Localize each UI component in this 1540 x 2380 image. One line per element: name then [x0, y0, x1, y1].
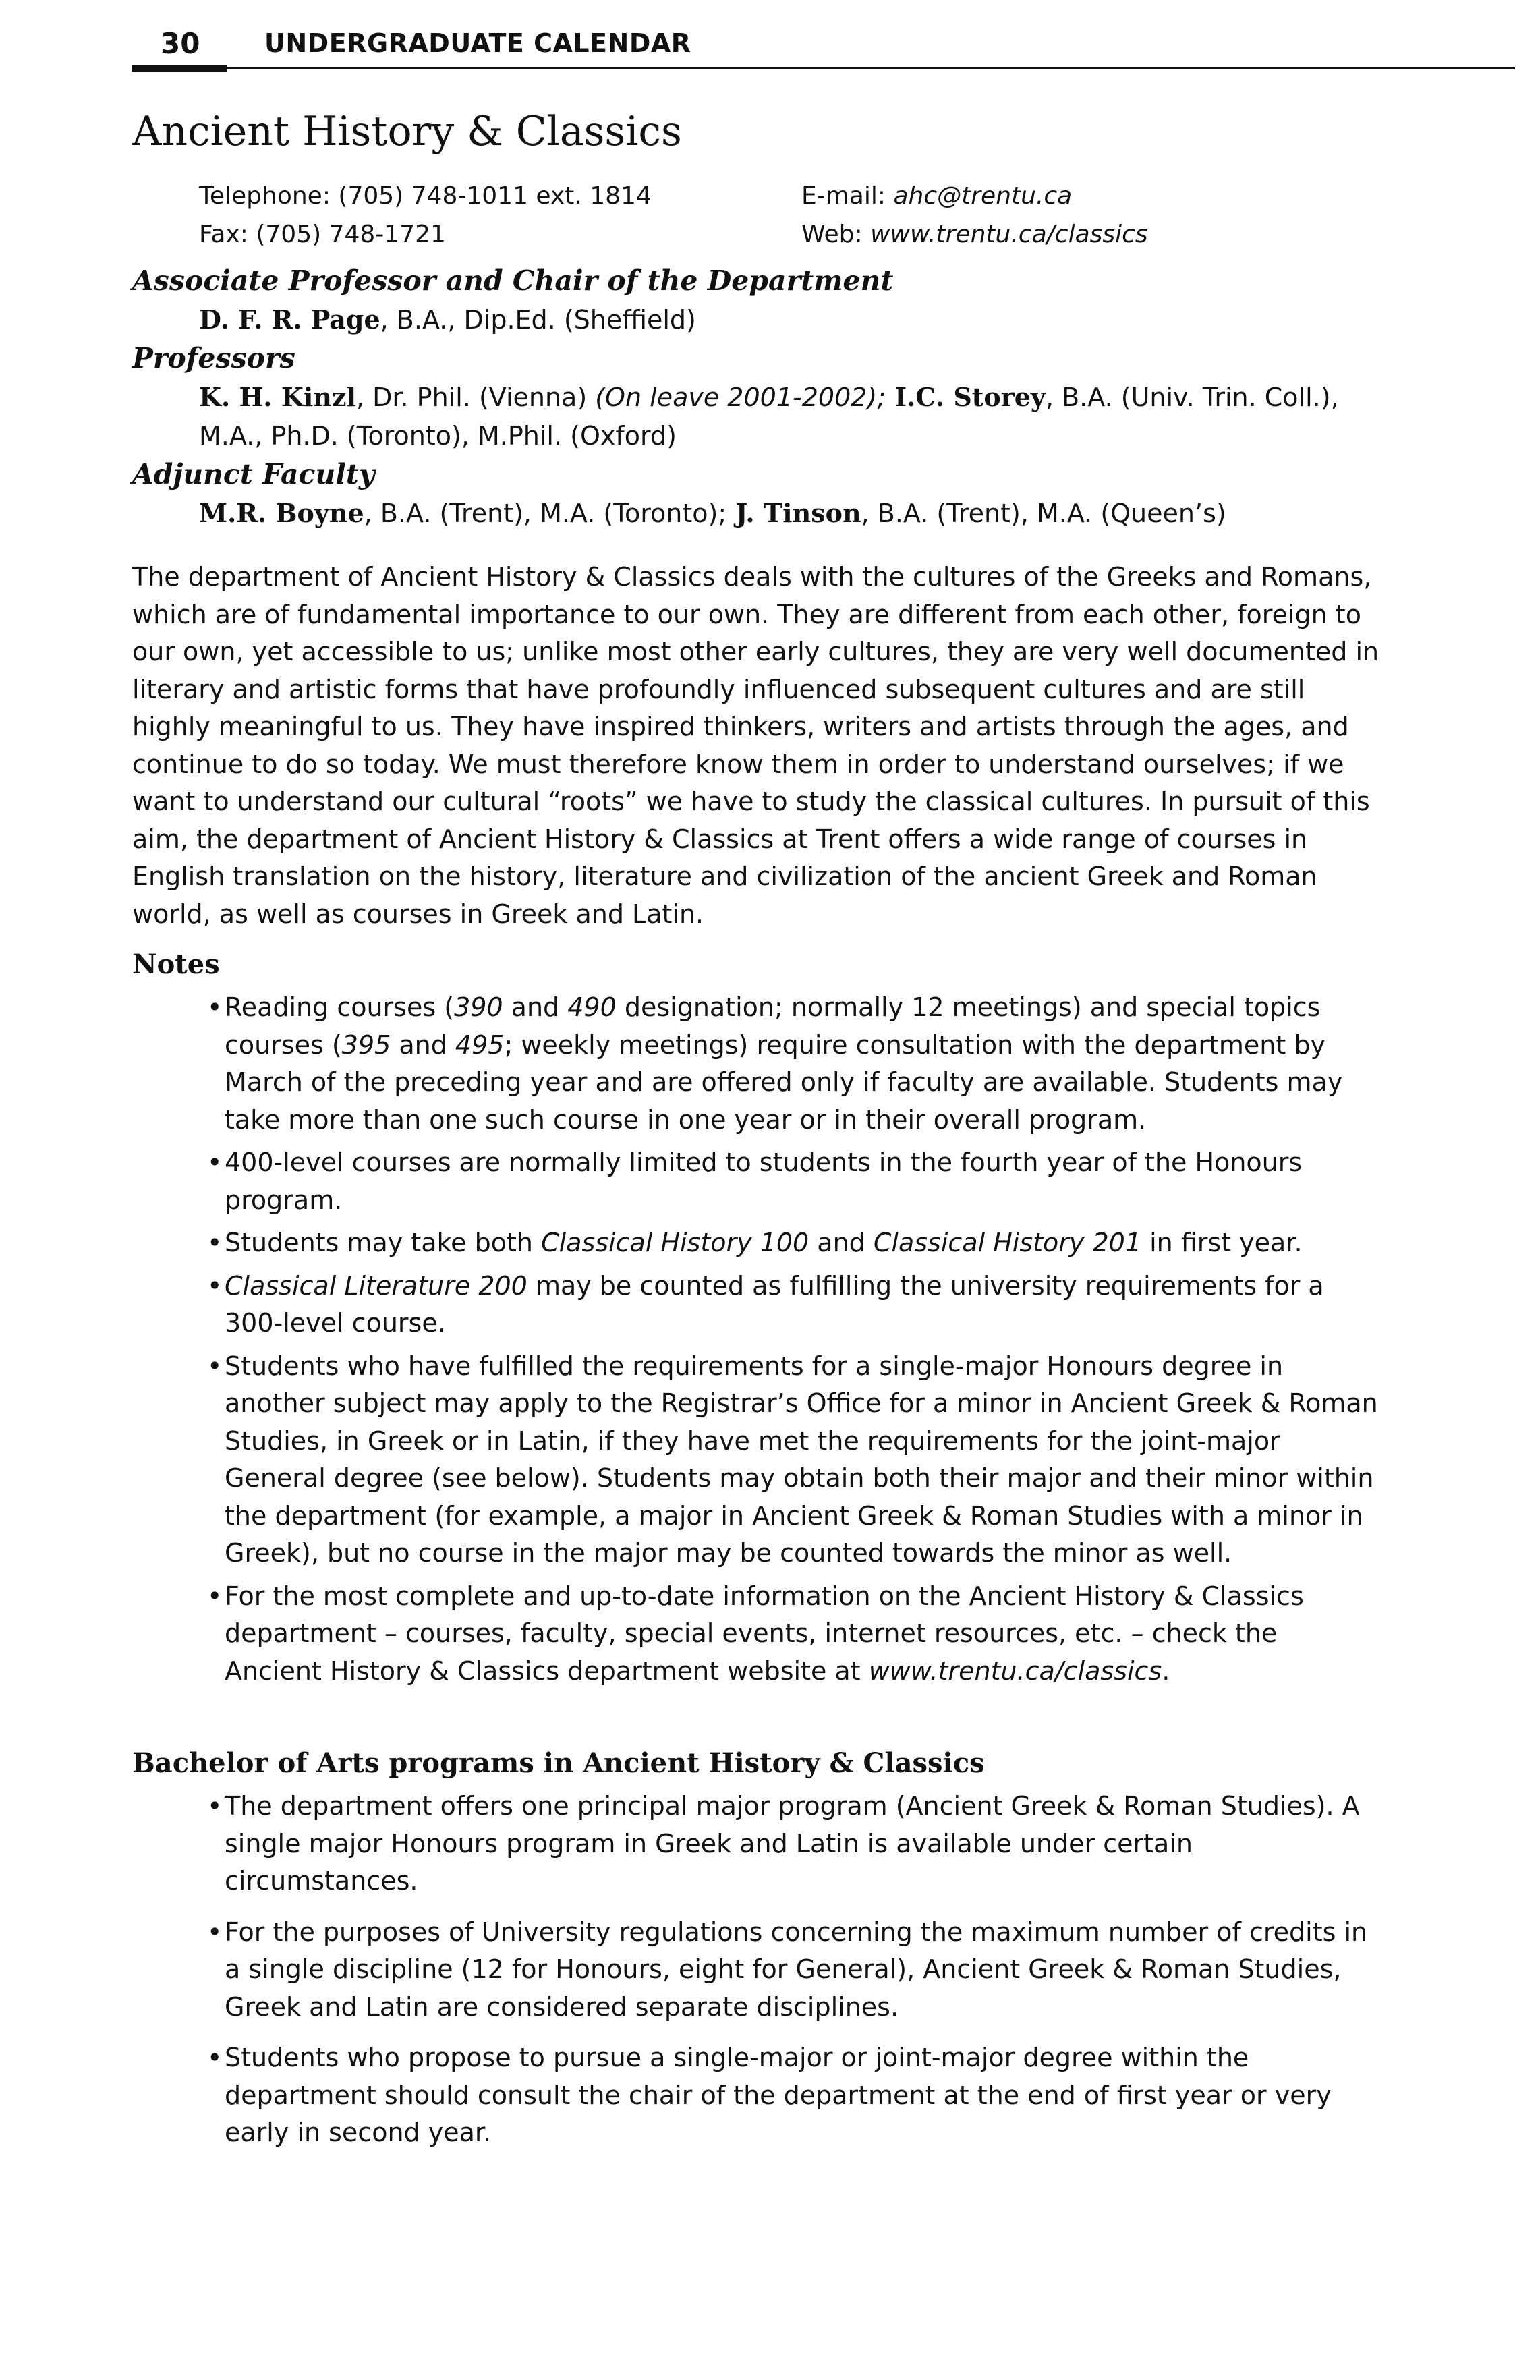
programs-list: [132, 1788, 1380, 2152]
email-link[interactable]: ahc@trentu.ca: [893, 182, 1073, 210]
list-item: [132, 1914, 1380, 2027]
note-text: Students who have fulfilled the requirements for a single-major Honours degree in another subject may apply to the Registrar’s Office for a minor in Ancient Greek & Roman Studies, in Greek or in Latin, if they have met the requirements for the joint-major General degree (see below). Students may obtain both their major and their minor within the department (for example, a major in Ancient Greek & Roman Studies with a minor in Greek), but no course in the major may be counted towards the minor as well.: [225, 1351, 1378, 1568]
note-text: designation; normally 12 meetings) and special topics courses (: [225, 992, 1321, 1060]
list-item: [132, 1348, 1380, 1572]
adjunct-entry: [132, 494, 1380, 533]
adjunct-credentials: , B.A. (Trent), M.A. (Toronto);: [364, 499, 727, 528]
adjunct-name: J. Tinson: [726, 498, 861, 528]
list-item: [132, 989, 1380, 1139]
web-label: Web:: [801, 221, 871, 248]
notes-section: [132, 944, 1380, 1695]
bullet-icon: •: [207, 1228, 223, 1257]
header-rule-thick: [132, 65, 227, 72]
course-code: 395: [341, 1029, 391, 1060]
notes-list: [132, 989, 1380, 1690]
chair-entry: [132, 300, 1380, 339]
notes-heading: Notes: [132, 948, 220, 980]
department-title: Ancient History & Classics: [132, 108, 682, 155]
email-label: E-mail:: [801, 182, 894, 210]
header-rule: [227, 67, 1515, 69]
leave-note: (On leave 2001-2002);: [595, 382, 886, 412]
bullet-icon: •: [207, 1351, 223, 1381]
program-text: Students who propose to pursue a single-major or joint-major degree within the department should consult the chair of the department at the end of first year or very early in second year.: [225, 2043, 1332, 2147]
course-title: Classical History 100: [541, 1228, 809, 1257]
note-text: and: [809, 1228, 874, 1257]
chair-credentials: , B.A., Dip.Ed. (Sheffield): [380, 305, 696, 335]
list-item: [132, 1578, 1380, 1691]
contact-online: [801, 177, 1408, 254]
note-text: For the most complete and up-to-date information on the Ancient History & Classics department – courses, faculty, special events, internet resources, etc. – check the Ancient History & Classics department website at: [225, 1581, 1304, 1686]
note-text: .: [1162, 1655, 1170, 1686]
program-text: The department offers one principal major program (Ancient Greek & Roman Studies). A single major Honours program in Greek and Latin is available under certain circumstances.: [225, 1791, 1360, 1896]
adjunct-heading: Adjunct Faculty: [132, 458, 375, 490]
note-text: and: [391, 1029, 455, 1060]
bullet-icon: •: [207, 992, 223, 1022]
telephone: Telephone: (705) 748-1011 ext. 1814: [199, 182, 652, 210]
note-text: 400-level courses are normally limited to students in the fourth year of the Honours program.: [225, 1148, 1303, 1215]
programs-heading: Bachelor of Arts programs in Ancient History & Classics: [132, 1747, 985, 1779]
program-text: For the purposes of University regulations concerning the maximum number of credits in a single discipline (12 for Honours, eight for General), Ancient Greek & Roman Studies, Greek and Latin are considered separate disciplines.: [225, 1917, 1368, 2022]
professor-credentials: , B.A. (Univ. Trin. Coll.), M.A., Ph.D. (Toronto), M.Phil. (Oxford): [199, 382, 1339, 451]
list-item: [132, 1144, 1380, 1219]
intro-paragraph: The department of Ancient History & Classics deals with the cultures of the Greeks and Romans, which are of fundamental importance to our own. They are different from each other, foreign to our own, yet accessible to us; unlike most other early cultures, they are very well documented in literary and artistic forms that have profoundly influenced subsequent cultures and are still highly meaningful to us. They have inspired thinkers, writers and artists through the ages, and continue to do so today. We must therefore know them in order to understand ourselves; if we want to understand our cultural “roots” we have to study the classical cultures. In pursuit of this aim, the department of Ancient History & Classics at Trent offers a wide range of courses in English translation on the history, literature and civilization of the ancient Greek and Roman world, as well as courses in Greek and Latin.: [132, 562, 1379, 929]
email-line: [801, 177, 1408, 215]
course-title: Classical Literature 200: [225, 1270, 527, 1301]
course-code: 490: [567, 992, 617, 1022]
note-text: and: [503, 992, 568, 1022]
programs-section: [132, 1743, 1380, 2165]
course-code: 390: [454, 992, 503, 1022]
course-title: Classical History 201: [873, 1228, 1142, 1257]
web-link[interactable]: www.trentu.ca/classics: [870, 221, 1148, 248]
note-text: Reading courses (: [225, 992, 455, 1022]
list-item: [132, 1224, 1380, 1262]
list-item: [132, 1788, 1380, 1900]
bullet-icon: •: [207, 2043, 223, 2072]
page-header: [132, 20, 1380, 74]
bullet-icon: •: [207, 1917, 223, 1947]
chair-role-heading: Associate Professor and Chair of the Department: [132, 264, 894, 297]
adjunct-credentials: , B.A. (Trent), M.A. (Queen’s): [861, 499, 1226, 528]
professor-credentials: , Dr. Phil. (Vienna): [355, 382, 596, 412]
bullet-icon: •: [207, 1791, 223, 1821]
adjunct-name: M.R. Boyne: [199, 498, 364, 528]
chair-name: D. F. R. Page: [199, 304, 380, 335]
professors-entry: [132, 378, 1380, 455]
list-item: [132, 2039, 1380, 2152]
list-item: [132, 1268, 1380, 1342]
professor-name: I.C. Storey: [886, 382, 1046, 412]
website-link[interactable]: www.trentu.ca/classics: [868, 1655, 1162, 1686]
bullet-icon: •: [207, 1581, 223, 1611]
course-code: 495: [455, 1029, 505, 1060]
contact-phone-fax: [199, 177, 793, 254]
bullet-icon: •: [207, 1148, 223, 1177]
professor-name: K. H. Kinzl: [199, 382, 356, 412]
faculty-list: [132, 262, 1380, 533]
note-text: Students may take both: [225, 1228, 542, 1257]
professors-heading: Professors: [132, 342, 295, 374]
page-number: 30: [161, 27, 200, 60]
running-title: UNDERGRADUATE CALENDAR: [264, 28, 691, 58]
fax: Fax: (705) 748-1721: [199, 221, 446, 248]
note-text: may be counted as fulfilling the university requirements for a 300-level course.: [225, 1270, 1324, 1338]
note-text: in first year.: [1141, 1228, 1303, 1257]
note-text: ; weekly meetings) require consultation with the department by March of the preceding year and are offered only if faculty are available. Students may take more than one such course in one year or in their overall program.: [225, 1029, 1343, 1135]
bullet-icon: •: [207, 1270, 223, 1301]
web-line: [801, 215, 1408, 254]
